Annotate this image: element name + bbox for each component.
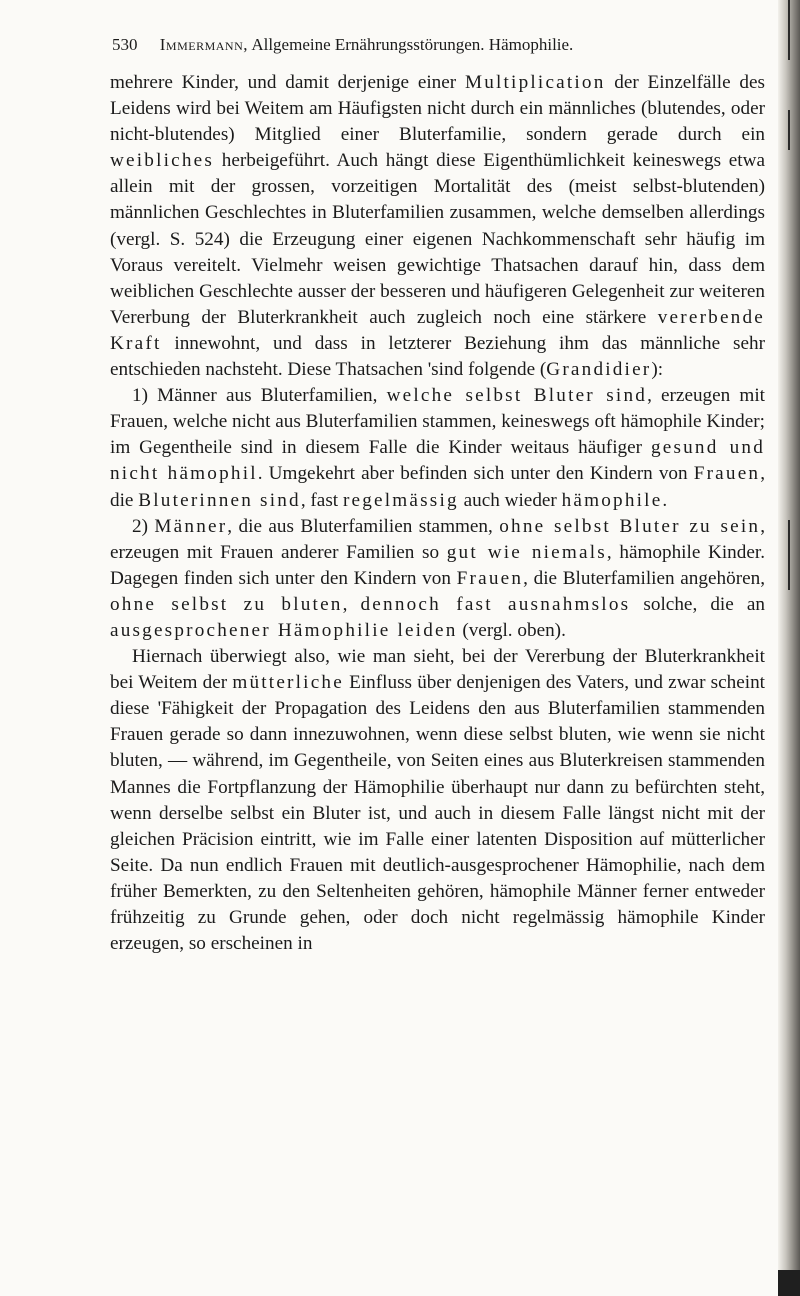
spaced-emphasis-text: gut wie niemals (446, 541, 607, 563)
text-run: Einfluss über denjenigen des Vaters, und zwar scheint diese 'Fähigkeit der Propagation des Leidens den aus Bluterfamilien stammenden Frauen gerade so dann innezuwohnen, wenn diese selbst bluten, wie wenn sie nicht bluten, — während, im Gegentheile, von Seiten eines aus Bluterkreisen stammenden Mannes die Fortpflanzung der Hämophilie überhaupt nur dann zu befürchten steht, wenn derselbe selbst ein Bluter ist, und auch in diesem Falle längst nicht mit der gleichen Präcision eintritt, wie im Falle einer latenten Disposition auf mütterlicher Seite. Da nun endlich Frauen mit deutlich-ausgesprochener Hämophilie, nach dem früher Bemerkten, zu den Seltenheiten gehören, hämophile Männer ferner entweder frühzeitig zu Grunde gehen, oder doch nicht regelmässig hämophile Kinder erzeugen, so erscheinen in (110, 672, 765, 955)
page-edge-shadow (778, 0, 800, 1296)
spaced-emphasis-text: vererbende Kraft (110, 306, 765, 354)
spaced-emphasis-text: gesund und nicht hämophil (110, 437, 766, 485)
paragraph (110, 644, 765, 957)
edge-mark (788, 110, 790, 150)
edge-mark (778, 1270, 800, 1296)
spaced-emphasis-text: dennoch fast ausnahmslos (360, 593, 631, 615)
text-run: (vergl. oben). (457, 619, 566, 641)
spaced-emphasis-text: Bluterinnen sind (138, 489, 301, 511)
text-run: , die (110, 463, 765, 511)
spaced-emphasis-text: Grandidier (546, 359, 652, 381)
text-run: . Umgekehrt aber befinden sich unter den Kindern von (257, 463, 694, 485)
text-run: , (342, 593, 361, 615)
text-run: , erzeugen mit Frauen anderer Familien so (110, 515, 765, 563)
text-run: innewohnt, und dass in letzterer Beziehung ihm das männliche sehr entschieden nachsteht. Diese Thatsachen 'sind folgende ( (110, 332, 765, 381)
spaced-emphasis-text: welche selbst Bluter sind (386, 385, 648, 407)
text-run: 2) (132, 515, 155, 537)
paragraph (110, 383, 765, 513)
spaced-emphasis-text: Frauen (456, 567, 524, 589)
header-title: Allgemeine Ernährungsstörungen. Hämophilie. (251, 35, 574, 54)
body-text (110, 70, 765, 957)
spaced-emphasis-text: weibliches (110, 150, 215, 172)
text-run: , die Bluterfamilien angehören, (523, 567, 765, 589)
text-run: , fast (300, 489, 343, 511)
spaced-emphasis-text: ohne selbst zu bluten (110, 593, 343, 615)
page-number: 530 (112, 35, 138, 54)
spaced-emphasis-text: mütterliche (232, 672, 344, 694)
text-run: solche, die an (630, 593, 766, 615)
spaced-emphasis-text: ohne selbst Bluter zu sein (499, 515, 761, 537)
spaced-emphasis-text: Frauen (693, 463, 761, 485)
spaced-emphasis-text: ausgesprochener Hämophilie leiden (110, 619, 458, 641)
edge-mark (788, 520, 790, 590)
spaced-emphasis-text: Männer (154, 515, 228, 537)
text-run: auch wieder (458, 489, 562, 511)
header-author: Immermann, (159, 35, 249, 54)
text-run: 1) Männer aus Bluterfamilien, (132, 385, 387, 407)
text-run: der Einzelfälle des Leidens wird bei Weitem am Häufigsten nicht durch ein männliches (blutendes, oder nicht-blutendes) Mitglied einer Bluterfamilie, sondern gerade durch ein (110, 72, 765, 146)
text-run: , hämophile Kinder. Dagegen finden sich unter den Kindern von (110, 541, 766, 589)
paragraph (110, 70, 765, 383)
text-run: , erzeugen mit Frauen, welche nicht aus Bluterfamilien stammen, keineswegs oft hämophile Kinder; im Gegentheile sind in diesem Falle die Kinder weitaus häufiger (110, 385, 766, 459)
spaced-emphasis-text: Multiplication (464, 72, 606, 93)
spaced-emphasis-text: regelmässig (342, 489, 459, 511)
text-run: ): (651, 359, 664, 381)
text-run: , die aus Bluterfamilien stammen, (227, 515, 500, 537)
edge-mark (788, 0, 790, 60)
text-run: . (662, 489, 668, 511)
running-header (112, 33, 752, 57)
text-run: Hiernach überwiegt also, wie man sieht, bei der Vererbung der Bluterkrankheit bei Weitem der (110, 646, 765, 694)
paragraph (110, 514, 765, 644)
text-run: mehrere Kinder, und damit derjenige einer (110, 72, 465, 93)
text-run: herbeigeführt. Auch hängt diese Eigenthümlichkeit keineswegs etwa allein mit der grossen, vorzeitigen Mortalität des (meist selbst-blutenden) männlichen Geschlechtes in Bluterfamilien zusammen, welche demselben allerdings (vergl. S. 524) die Erzeugung einer eigenen Nachkommenschaft sehr häufig im Voraus vereitelt. Vielmehr weisen gewichtige Thatsachen darauf hin, dass dem weiblichen Geschlechte ausser der besseren und häufigeren Gelegenheit zur weiteren Vererbung der Bluterkrankheit auch zugleich noch eine stärkere (110, 150, 765, 328)
spaced-emphasis-text: hämophile (561, 489, 663, 511)
